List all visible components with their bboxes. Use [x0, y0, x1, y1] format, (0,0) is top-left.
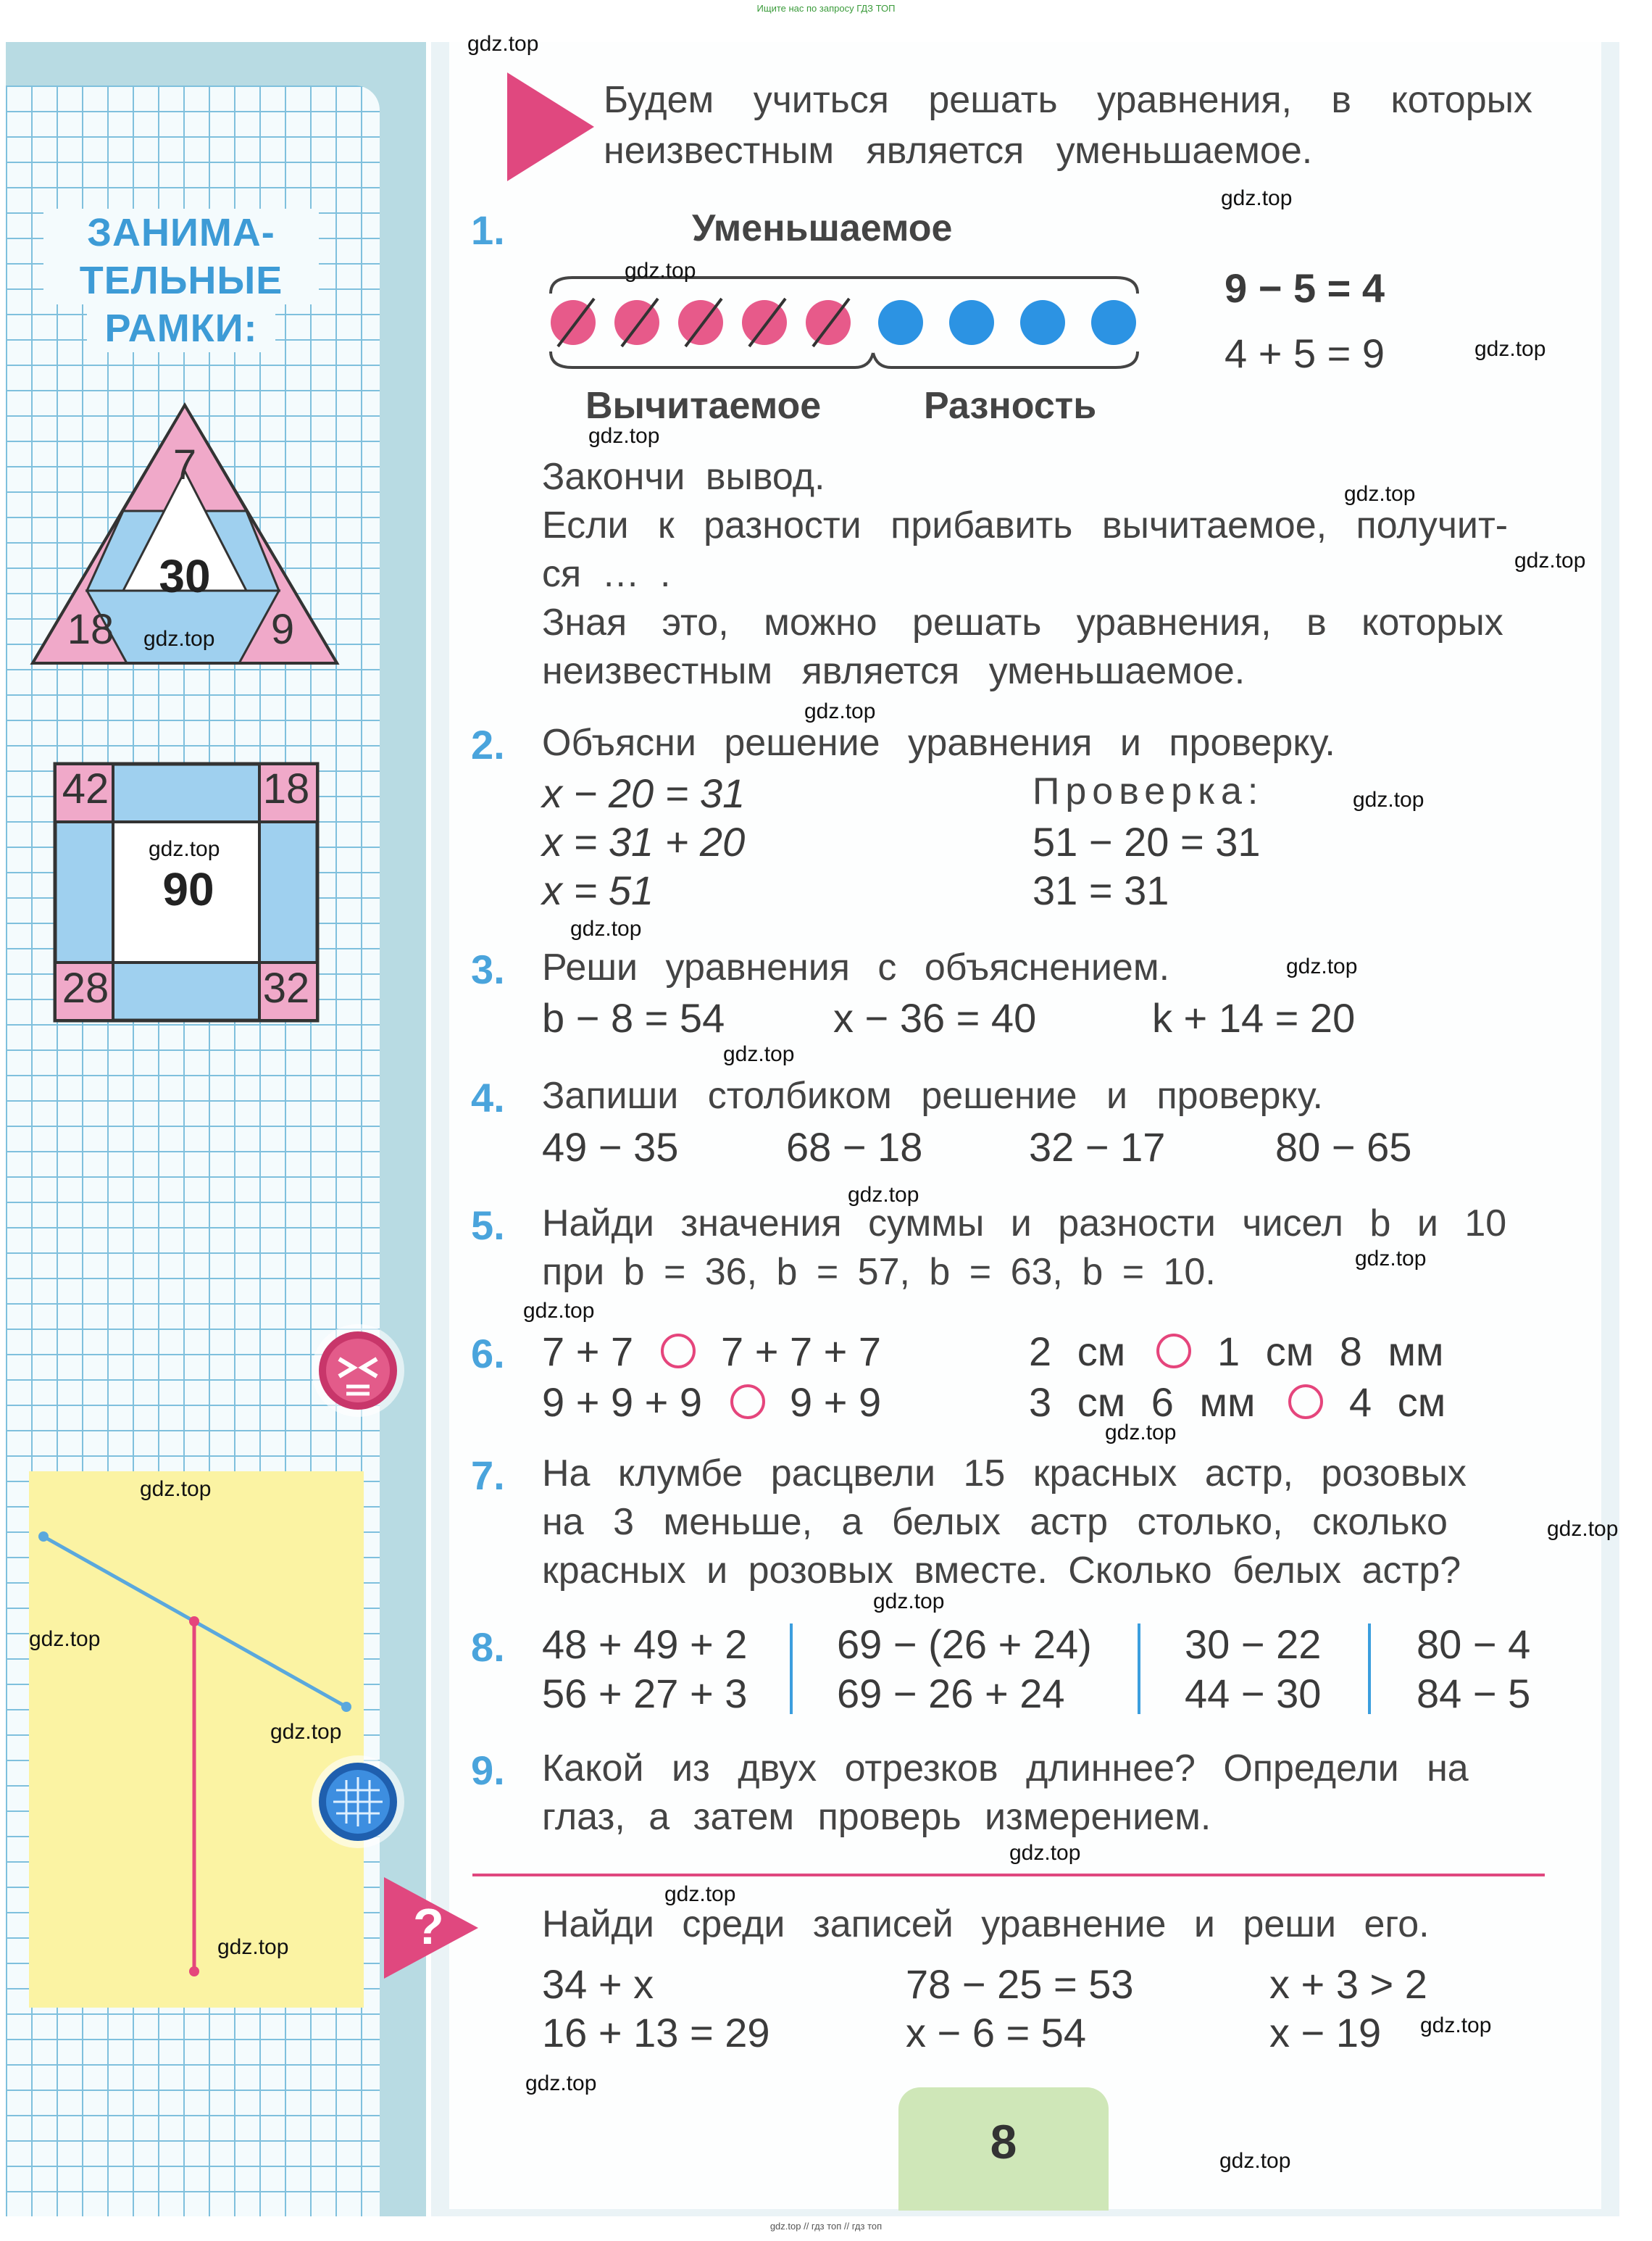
task9-number: 9.	[471, 1747, 505, 1793]
task7-line-1: На клумбе расцвели 15 красных астр, розовых	[542, 1452, 1467, 1494]
watermark: gdz.top	[467, 32, 539, 56]
question-item-6: x − 19	[1269, 2010, 1382, 2055]
watermark: gdz.top	[570, 917, 642, 941]
task5-line-1: Найди значения суммы и разности чисел b и 10	[542, 1202, 1507, 1244]
task2-solution-3: x = 51	[542, 868, 654, 913]
check-label: Проверка:	[1032, 770, 1264, 812]
task9-line-2: глаз, а затем проверь измерением.	[542, 1796, 1211, 1838]
task4-expr-3: 32 − 17	[1029, 1124, 1166, 1170]
watermark: gdz.top	[873, 1589, 945, 1613]
watermark: gdz.top	[29, 1627, 101, 1651]
equation-2: 4 + 5 = 9	[1225, 330, 1385, 376]
task6-r2-right: 9 + 9	[790, 1379, 882, 1425]
task7-number: 7.	[471, 1452, 505, 1498]
top-link[interactable]: Ищите нас по запросу ГДЗ ТОП	[756, 3, 896, 14]
task2-text: Объясни решение уравнения и проверку.	[542, 722, 1335, 764]
watermark: gdz.top	[149, 837, 220, 861]
strike-marks	[543, 290, 877, 355]
watermark: gdz.top	[848, 1183, 919, 1207]
square-tl-number: 42	[62, 765, 109, 812]
task1-number: 1.	[471, 207, 505, 253]
watermark: gdz.top	[270, 1720, 342, 1744]
watermark: gdz.top	[525, 2071, 597, 2095]
sidebar-heading	[43, 209, 319, 352]
watermark: gdz.top	[140, 1477, 212, 1501]
subtrahend-label: Вычитаемое	[585, 385, 822, 427]
watermark: gdz.top	[1355, 1247, 1427, 1271]
task4-number: 4.	[471, 1075, 505, 1120]
task4-expr-4: 80 − 65	[1275, 1124, 1412, 1170]
task6-r1-right: 7 + 7 + 7	[721, 1329, 882, 1374]
task8-c1-r1: 48 + 49 + 2	[542, 1621, 748, 1667]
task1-line-1: Закончи вывод.	[542, 456, 825, 498]
task6-r1-left: 7 + 7	[542, 1329, 634, 1374]
task1-line-4: Зная это, можно решать уравнения, в которых	[542, 602, 1503, 644]
task3-eq-1: b − 8 = 54	[542, 995, 725, 1041]
task8-c3-r2: 44 − 30	[1185, 1671, 1322, 1716]
compare-circle[interactable]	[1156, 1334, 1191, 1368]
equation-1: 9 − 5 = 4	[1225, 265, 1385, 311]
task8-c2-r1: 69 − (26 + 24)	[837, 1621, 1092, 1667]
heading-line-3: РАМКИ:	[87, 304, 275, 352]
watermark: gdz.top	[588, 424, 660, 448]
watermark: gdz.top	[1105, 1421, 1177, 1444]
svg-text:?: ?	[413, 1898, 444, 1955]
task4-expr-1: 49 − 35	[542, 1124, 679, 1170]
counter	[1020, 300, 1065, 345]
question-item-1: 34 + x	[542, 1961, 654, 2007]
watermark: gdz.top	[664, 1882, 736, 1906]
watermark: gdz.top	[1474, 337, 1546, 361]
task2-number: 2.	[471, 722, 505, 768]
bottom-link[interactable]: gdz.top // гдз топ // гдз топ	[769, 2221, 883, 2232]
task6-number: 6.	[471, 1331, 505, 1376]
task2-solution-1: x − 20 = 31	[542, 770, 746, 816]
task8-c4-r1: 80 − 4	[1417, 1621, 1531, 1667]
task5-line-2: при b = 36, b = 57, b = 63, b = 10.	[542, 1251, 1216, 1293]
task8-c2-r2: 69 − 26 + 24	[837, 1671, 1065, 1716]
task8-number: 8.	[471, 1624, 505, 1670]
page-number: 8	[898, 2087, 1109, 2211]
compare-circle[interactable]	[661, 1334, 696, 1368]
triangle-left-number: 18	[67, 606, 114, 653]
watermark: gdz.top	[625, 259, 696, 283]
question-item-3: x + 3 > 2	[1269, 1961, 1427, 2007]
question-item-5: x − 6 = 54	[906, 2010, 1087, 2055]
counter	[949, 300, 994, 345]
square-tr-number: 18	[262, 765, 310, 812]
task6-r1-right2: 1 см 8 мм	[1217, 1329, 1444, 1374]
task7-line-3: красных и розовых вместе. Сколько белых астр?	[542, 1550, 1461, 1592]
watermark: gdz.top	[523, 1299, 595, 1323]
heading-line-2: ТЕЛЬНЫЕ	[43, 257, 319, 304]
watermark: gdz.top	[217, 1935, 289, 1959]
task5-number: 5.	[471, 1202, 505, 1248]
task3-eq-2: x − 36 = 40	[833, 995, 1037, 1041]
watermark: gdz.top	[1009, 1841, 1081, 1865]
task4-text: Запиши столбиком решение и проверку.	[542, 1075, 1323, 1117]
watermark: gdz.top	[1514, 549, 1586, 573]
triangle-right-number: 9	[270, 606, 295, 653]
play-triangle-icon	[507, 72, 594, 181]
counter	[1091, 300, 1136, 345]
column-divider	[1368, 1623, 1371, 1714]
watermark: gdz.top	[723, 1042, 795, 1066]
square-br-number: 32	[262, 965, 310, 1012]
column-divider	[1138, 1623, 1140, 1714]
task2-check-2: 31 = 31	[1032, 868, 1169, 913]
difference-label: Разность	[924, 385, 1097, 427]
question-text: Найди среди записей уравнение и реши его.	[542, 1903, 1430, 1945]
intro-line-1: Будем учиться решать уравнения, в которых	[604, 79, 1533, 121]
task8-c1-r2: 56 + 27 + 3	[542, 1671, 748, 1716]
task2-solution-2: x = 31 + 20	[542, 819, 746, 865]
task6-r2-left2: 3 см 6 мм	[1029, 1379, 1256, 1425]
task1-line-3: ся … .	[542, 553, 671, 595]
watermark: gdz.top	[1221, 186, 1293, 210]
task7-line-2: на 3 меньше, а белых астр столько, сколько	[542, 1501, 1448, 1543]
watermark: gdz.top	[804, 699, 876, 723]
watermark: gdz.top	[1353, 788, 1424, 812]
minuend-label: Уменьшаемое	[692, 207, 953, 249]
task4-expr-2: 68 − 18	[786, 1124, 923, 1170]
task1-line-2: Если к разности прибавить вычитаемое, получит-	[542, 504, 1509, 546]
watermark: gdz.top	[143, 627, 215, 651]
task9-line-1: Какой из двух отрезков длиннее? Определи на	[542, 1747, 1469, 1789]
triangle-top-number: 7	[172, 441, 197, 488]
task6-r1-left2: 2 см	[1029, 1329, 1126, 1374]
task8-c3-r1: 30 − 22	[1185, 1621, 1322, 1667]
task8-c4-r2: 84 − 5	[1417, 1671, 1531, 1716]
task6-r2-left: 9 + 9 + 9	[542, 1379, 703, 1425]
intro-line-2: неизвестным является уменьшаемое.	[604, 130, 1313, 172]
section-divider	[472, 1874, 1545, 1876]
task3-number: 3.	[471, 947, 505, 992]
square-center-number: 90	[162, 863, 214, 915]
watermark: gdz.top	[1286, 955, 1358, 978]
watermark: gdz.top	[1219, 2149, 1291, 2173]
compare-circle[interactable]	[730, 1384, 765, 1419]
task6-r2-right2: 4 см	[1349, 1379, 1446, 1425]
watermark: gdz.top	[1420, 2013, 1492, 2037]
task3-eq-3: k + 14 = 20	[1152, 995, 1356, 1041]
grid-icon[interactable]	[310, 1754, 406, 1850]
compare-circle[interactable]	[1288, 1384, 1323, 1419]
question-item-4: 16 + 13 = 29	[542, 2010, 770, 2055]
task2-check-1: 51 − 20 = 31	[1032, 819, 1261, 865]
task1-line-5: неизвестным является уменьшаемое.	[542, 650, 1246, 692]
heading-line-1: ЗАНИМА-	[43, 209, 319, 257]
watermark: gdz.top	[1547, 1517, 1619, 1541]
square-bl-number: 28	[62, 965, 109, 1012]
task3-text: Реши уравнения с объяснением.	[542, 947, 1170, 989]
question-icon	[384, 1877, 478, 1979]
triangle-center-number: 30	[159, 550, 211, 602]
compare-icon[interactable]	[310, 1323, 406, 1418]
watermark: gdz.top	[1344, 482, 1416, 506]
counter	[878, 300, 923, 345]
question-item-2: 78 − 25 = 53	[906, 1961, 1134, 2007]
column-divider	[790, 1623, 793, 1714]
